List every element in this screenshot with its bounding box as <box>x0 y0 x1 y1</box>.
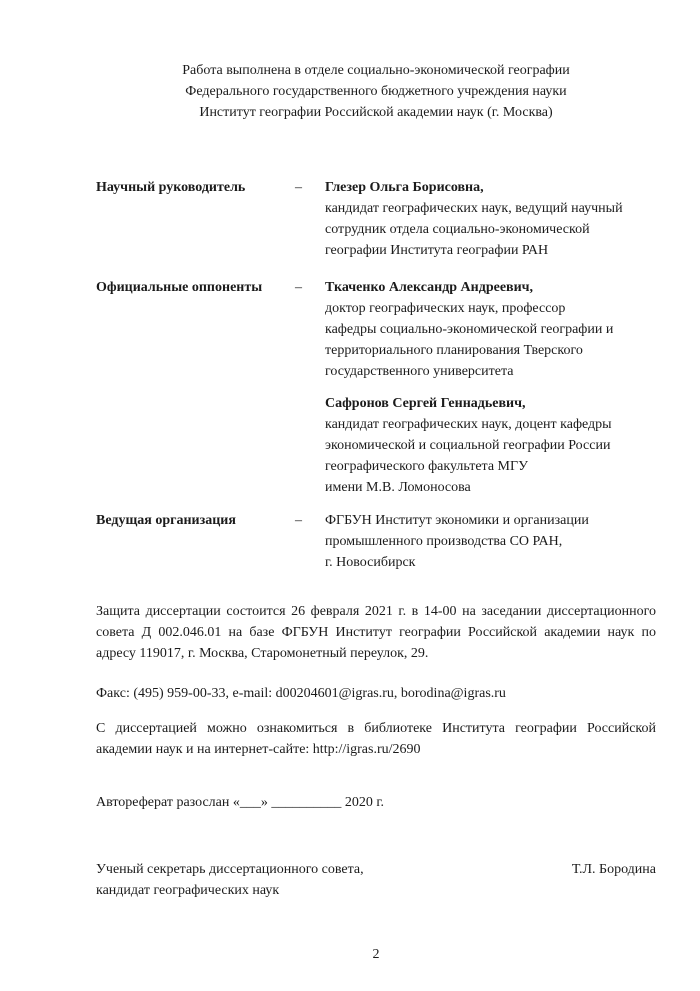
paragraph-line: академии наук и на интернет-сайте: http://igras.ru/2690 <box>96 742 421 757</box>
abstract-sent-line: Автореферат разослан «___» __________ 2020 г. <box>96 795 385 810</box>
person-name: Сафронов Сергей Геннадьевич, <box>325 396 526 411</box>
fax-email-line: Факс: (495) 959-00-33, e-mail: d00204601@igras.ru, borodina@igras.ru <box>96 686 506 701</box>
value-line: географического факультета МГУ <box>325 459 528 474</box>
value-line: географии Института географии РАН <box>325 243 549 258</box>
opponents-label: Официальные оппоненты <box>96 280 263 295</box>
value-line: территориального планирования Тверского <box>325 343 583 358</box>
value-line: г. Новосибирск <box>325 555 416 570</box>
committee-block <box>96 177 656 573</box>
value-line: кандидат географических наук, доцент кафедры <box>325 417 612 432</box>
supervisor-row <box>96 177 656 261</box>
dash: – <box>295 513 302 528</box>
opponent1-value <box>325 277 656 382</box>
library-paragraph <box>96 718 656 760</box>
value-line: государственного университета <box>325 364 514 379</box>
value-line: кандидат географических наук, ведущий научный <box>325 201 623 216</box>
paragraph-line: Защита диссертации состоится 26 февраля 2021 г. в 14-00 на заседании диссертационного <box>96 604 656 619</box>
header-line: Работа выполнена в отделе социально-экономической географии <box>182 63 570 78</box>
person-name: Глезер Ольга Борисовна, <box>325 180 484 195</box>
paragraph-line: С диссертацией можно ознакомиться в библиотеке Института географии Российской <box>96 721 656 736</box>
value-line: доктор географических наук, профессор <box>325 301 566 316</box>
value-line: сотрудник отдела социально-экономической <box>325 222 590 237</box>
opponents-row <box>96 277 656 382</box>
supervisor-value <box>325 177 656 261</box>
secretary-line: Ученый секретарь диссертационного совета, <box>96 862 364 877</box>
value-line: ФГБУН Институт экономики и организации <box>325 513 589 528</box>
lead-organization-row <box>96 510 656 573</box>
value-line: экономической и социальной географии России <box>325 438 611 453</box>
supervisor-label: Научный руководитель <box>96 180 246 195</box>
secretary-title <box>96 859 364 901</box>
signature-row <box>96 859 656 901</box>
value-line: кафедры социально-экономической географии и <box>325 322 614 337</box>
person-name: Ткаченко Александр Андреевич, <box>325 280 534 295</box>
lead-organization-label: Ведущая организация <box>96 513 236 528</box>
value-line: промышленного производства СО РАН, <box>325 534 563 549</box>
paragraph-line: адресу 119017, г. Москва, Старомонетный переулок, 29. <box>96 646 429 661</box>
opponent2-row <box>96 393 656 498</box>
page-number: 2 <box>372 947 380 962</box>
dash: – <box>295 280 302 295</box>
value-line: имени М.В. Ломоносова <box>325 480 471 495</box>
header-line: Федерального государственного бюджетного учреждения науки <box>185 84 567 99</box>
lead-organization-value <box>325 510 656 573</box>
work-performed-header <box>96 60 656 123</box>
opponent2-value <box>325 393 656 498</box>
dash: – <box>295 180 302 195</box>
secretary-line: кандидат географических наук <box>96 883 280 898</box>
paragraph-line: совета Д 002.046.01 на базе ФГБУН Институт географии Российской академии наук по <box>96 625 656 640</box>
header-line: Институт географии Российской академии наук (г. Москва) <box>199 105 553 120</box>
secretary-name: Т.Л. Бородина <box>571 862 656 877</box>
defense-paragraph <box>96 601 656 664</box>
